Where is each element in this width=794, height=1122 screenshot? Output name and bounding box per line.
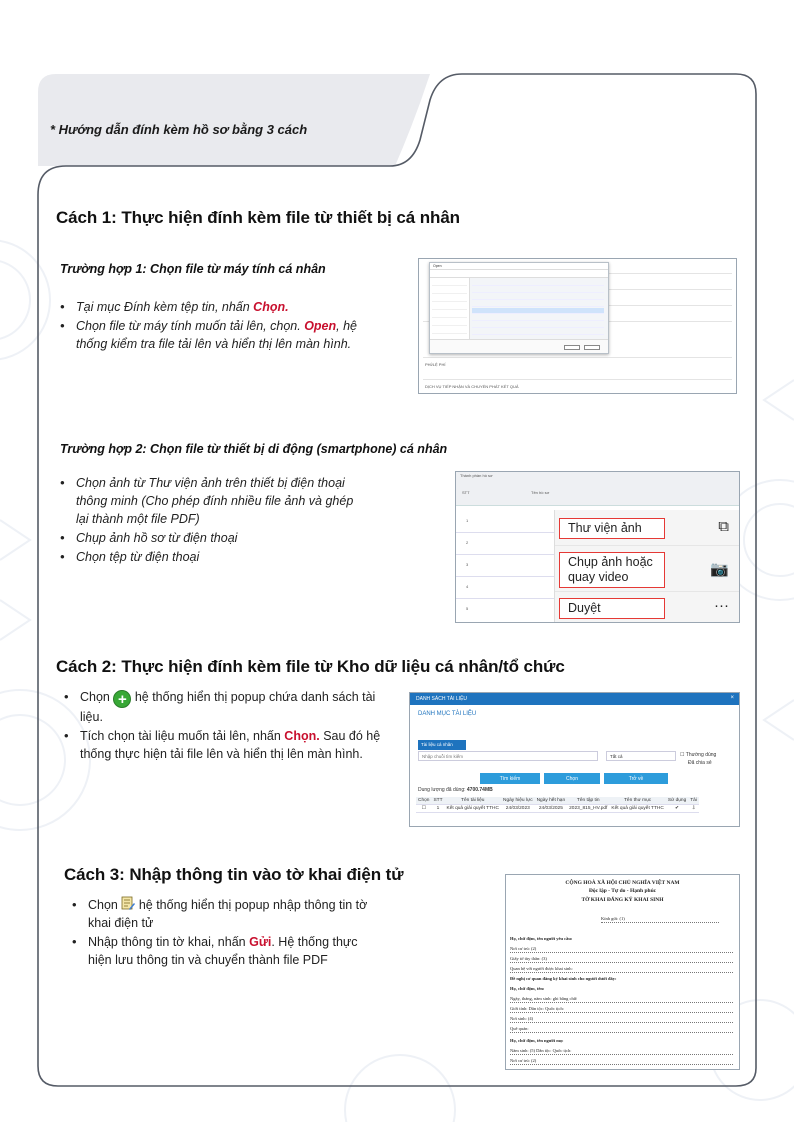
form-field[interactable]: Quê quán: [510,1025,733,1033]
option-take-photo[interactable]: Chụp ảnh hoặc quay video 📷 [555,546,739,592]
method2-step-1: • Chọn + hệ thống hiển thị popup chứa danh sách tài liệu. [62,688,387,726]
option-browse[interactable]: Duyệt ··· [555,592,739,623]
choose-highlight: Chọn. [284,729,320,743]
form-field[interactable]: Nơi cư trú: (2) [510,945,733,953]
form-field[interactable]: Giấy tờ tùy thân: (3) [510,955,733,963]
table-header-row: Chọn STT Tên tài liệu Ngày hiệu lực Ngày hết hạn Tên tập tin Tên thư mục Sử dụng Tải [418,798,697,803]
tab-personal-docs[interactable]: Tài liệu cá nhân [418,740,466,750]
method3-steps [70,896,375,970]
choose-button[interactable]: Chọn [544,773,600,784]
shared-checkbox-label: Đã chia sẻ [688,760,712,766]
form-field[interactable]: Năm sinh: (5) Dân tộc: Quốc tịch: [510,1047,733,1055]
method1-title: Cách 1: Thực hiện đính kèm file từ thiết bị cá nhân [56,208,460,227]
case1-step-2: • Chọn file từ máy tính muốn tải lên, chọn. Open, hệ thống kiểm tra file tải lên và hiển thị lên màn hình. [58,317,388,353]
camera-icon: 📷 [710,561,729,578]
form-field: Họ, chữ đệm, tên người mẹ: [510,1038,564,1043]
form-field: Họ, chữ đệm, tên: [510,986,545,991]
method3-step-2: • Nhập thông tin tờ khai, nhấn Gửi. Hệ thống thực hiện lưu thông tin và chuyển thành file PDF [70,933,375,969]
choose-highlight: Chọn. [253,300,289,314]
dialog-footer [430,339,608,353]
popup-titlebar: DANH SÁCH TÀI LIỆU × [410,693,739,705]
method2-step-2: • Tích chọn tài liệu muốn tải lên, nhấn Chọn. Sau đó hệ thống thực hiện tải file lên và hiển thị lên màn hình. [62,727,387,763]
form-national-title: CỘNG HOÀ XÃ HỘI CHỦ NGHĨA VIỆT NAM [565,880,680,886]
form-field[interactable]: Nơi cư trú: (2) [510,1057,733,1065]
table-row[interactable]: ☐ 1 Kết quả giải quyết TTHC 24/03/2023 24/03/2025 2023_815_HV.pdf Kết quả giải quyết TTHC ✔ ⇩ [416,805,699,813]
phi-label: PHÍ/LỆ PHÍ [425,362,446,367]
form-field[interactable]: Ngày, tháng, năm sinh: ghi bằng chữ: [510,995,733,1003]
cancel-button[interactable] [584,345,600,350]
type-select[interactable]: Tất cả [606,751,676,761]
case2-step-3: • Chọn tệp từ điện thoại [58,548,368,566]
service-label: DỊCH VỤ TIẾP NHẬN VÀ CHUYỂN PHÁT KẾT QUẢ [425,384,519,389]
form-recipient[interactable]: Kính gửi: (1) [601,915,719,923]
method3-step-1: • Chọn hệ thống hiển thị popup nhập thông tin tờ khai điện tử [70,896,375,932]
send-highlight: Gửi [249,935,272,949]
edit-form-icon [121,896,135,911]
case2-step-1: • Chọn ảnh từ Thư viện ảnh trên thiết bị điện thoại thông minh (Cho phép đính nhiều file ảnh và ghép lại thành một file PDF) [58,474,368,528]
screenshot-birth-registration-form [505,874,740,1070]
case2-steps [58,474,368,567]
select-checkbox[interactable]: ☐ [416,805,431,813]
open-file-dialog[interactable] [429,262,609,354]
capacity-label: Dung lượng đã dùng: 4700.74MB [418,787,493,793]
dialog-sidebar[interactable] [430,278,470,339]
form-field[interactable]: Quan hệ với người được khai sinh: [510,965,733,973]
form-title: TỜ KHAI ĐĂNG KÝ KHAI SINH [581,897,664,903]
dialog-title: Open [430,263,608,270]
case1-title: Trường hợp 1: Chọn file từ máy tính cá nhân [60,262,326,276]
method3-title: Cách 3: Nhập thông tin vào tờ khai điện tử [64,865,404,884]
dialog-nav-bar[interactable] [430,270,608,278]
screenshot-mobile-picker: Thành phần hồ sơ STT Tên hồ sơ 1 2 3 4 5 Thư viện ảnh ⧉ Chụp ảnh hoặc quay video 📷 Duyệt ··· [455,471,740,623]
method2-title: Cách 2: Thực hiện đính kèm file từ Kho dữ liệu cá nhân/tổ chức [56,657,565,676]
option-photo-library[interactable]: Thư viện ảnh ⧉ [555,510,739,546]
table-header: Thành phần hồ sơ STT Tên hồ sơ [456,472,739,506]
search-input[interactable]: Nhập chuỗi tìm kiếm [418,751,598,761]
add-plus-icon: + [113,690,131,708]
download-icon[interactable]: ⇩ [688,805,699,813]
gallery-icon: ⧉ [718,518,729,535]
back-button[interactable]: Trở về [604,773,668,784]
open-highlight: Open [304,319,337,333]
document-table [416,797,699,813]
open-button[interactable] [564,345,580,350]
screenshot-document-list [409,692,740,827]
form-field: Họ, chữ đệm, tên người yêu cầu: [510,936,573,941]
close-icon[interactable]: × [730,695,734,701]
case2-title: Trường hợp 2: Chọn file từ thiết bị di động (smartphone) cá nhân [60,442,448,456]
case1-step-1: • Tại mục Đính kèm tệp tin, nhấn Chọn. [58,298,388,316]
case1-steps [58,298,388,354]
source-picker-popup [554,510,739,622]
form-field: Đề nghị cơ quan đăng ký khai sinh cho người dưới đây: [510,976,617,981]
form-field[interactable]: Giới tính: Dân tộc: Quốc tịch: [510,1005,733,1013]
search-button[interactable]: Tìm kiếm [480,773,540,784]
section-title: DANH MỤC TÀI LIỆU [418,711,477,717]
intro-heading: * Hướng dẫn đính kèm hồ sơ bằng 3 cách [50,122,308,137]
screenshot-file-dialog [418,258,737,394]
form-motto: Độc lập - Tự do - Hạnh phúc [588,888,657,894]
more-icon: ··· [714,597,729,614]
form-field[interactable]: Nơi sinh: (4) [510,1015,733,1023]
dialog-file-list[interactable] [472,280,604,337]
method2-steps [62,688,387,764]
case2-step-2: • Chụp ảnh hồ sơ từ điện thoại [58,529,368,547]
frequent-checkbox[interactable]: ☐ Thường dùng [680,752,717,758]
